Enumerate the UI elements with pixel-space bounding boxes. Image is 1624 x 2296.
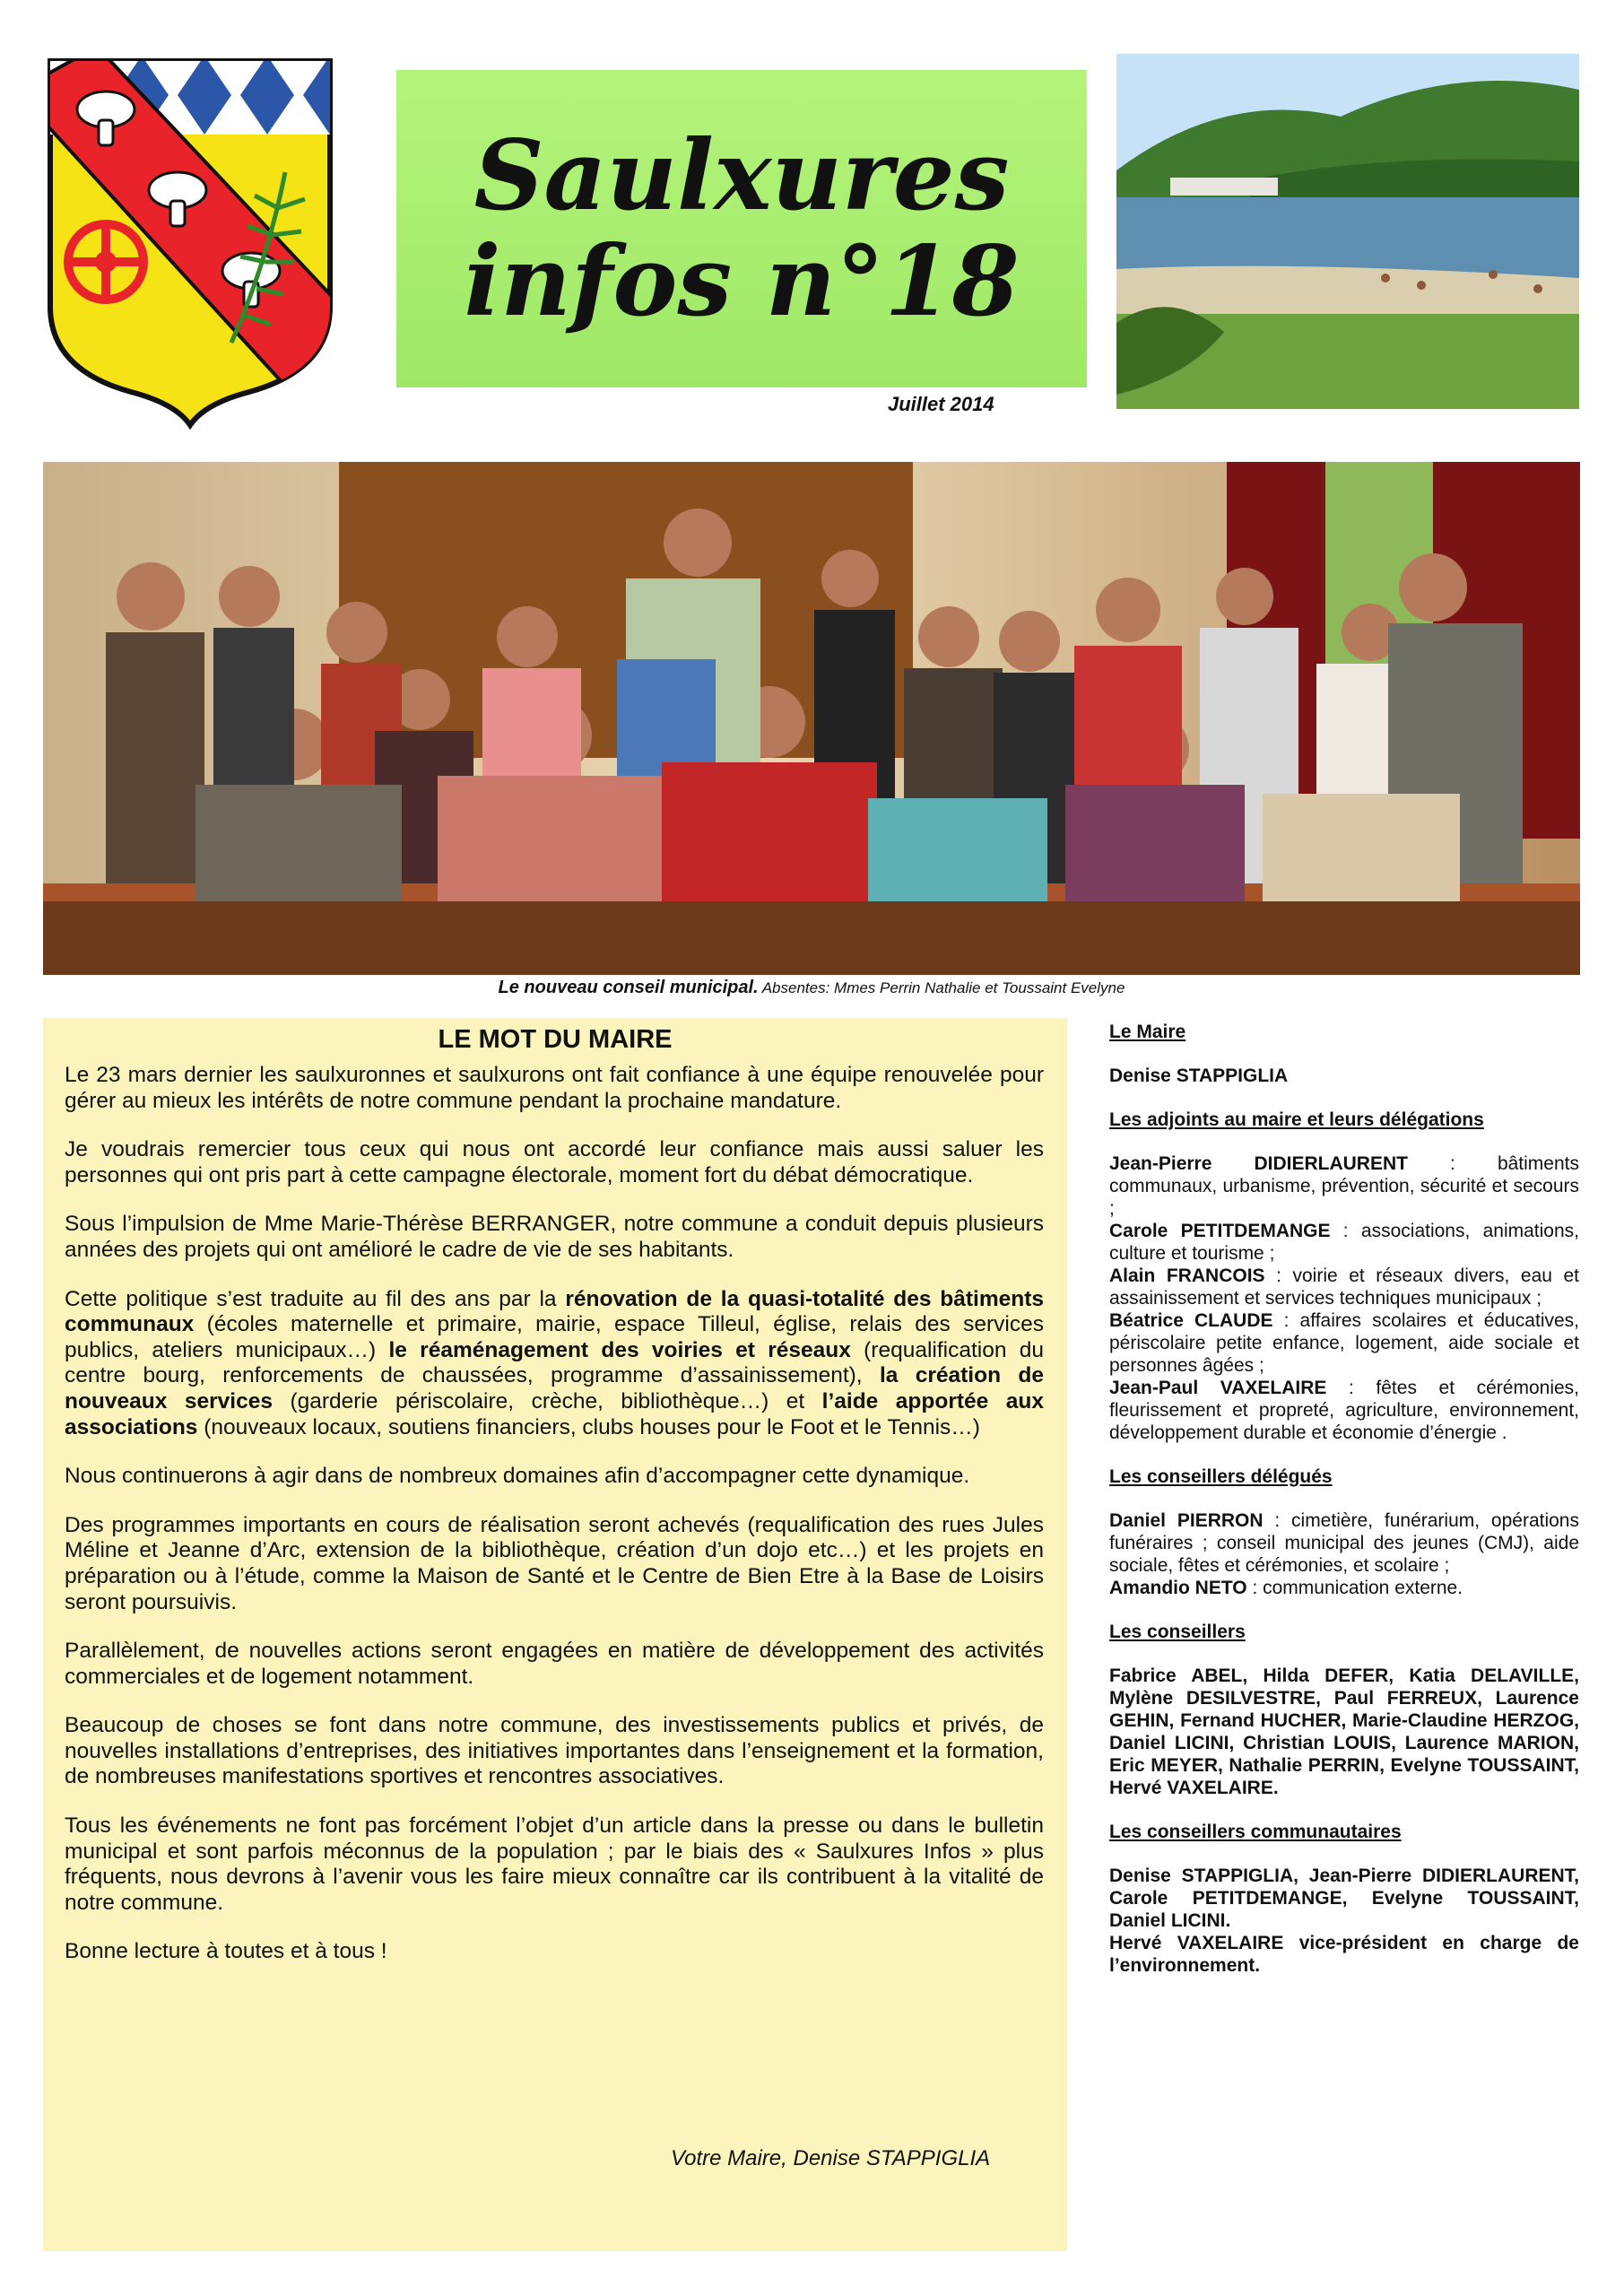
letter-paragraph: Je voudrais remercier tous ceux qui nous ont accordé leur confiance mais aussi saluer les personnes qui ont pris part à cette campagne électorale, moment fort du débat démocratique. — [65, 1137, 1044, 1187]
mayor-letter-body — [65, 1063, 1044, 1988]
adjoint-name: Jean-Pierre DIDIERLAURENT — [1109, 1153, 1408, 1174]
maire-name: Denise STAPPIGLIA — [1109, 1065, 1289, 1086]
title-line-2: infos n°18 — [464, 225, 1020, 338]
mayor-signature: Votre Maire, Denise STAPPIGLIA — [671, 2146, 991, 2170]
mayor-letter-box — [43, 1018, 1067, 2251]
adjoint-name: Carole PETITDEMANGE — [1109, 1221, 1331, 1241]
bold-run: rénovation de la quasi-totalité des bâtiments communaux — [65, 1286, 1044, 1337]
council-group-photo — [43, 462, 1580, 975]
lake-photo — [1116, 54, 1579, 409]
bold-run: l’aide apportée aux associations — [65, 1388, 1044, 1439]
adjoint-entry — [1109, 1377, 1579, 1444]
text-run: (garderie périscolaire, crèche, bibliothèque…) et — [272, 1388, 822, 1413]
vice-president-note: Hervé VAXELAIRE vice-président en charge de l’environnement. — [1109, 1933, 1579, 1976]
text-run: Cette politique s’est traduite au fil des ans par la — [65, 1286, 566, 1311]
communautaires-list: Denise STAPPIGLIA, Jean-Pierre DIDIERLAURENT, Carole PETITDEMANGE, Evelyne TOUSSAINT, Daniel LICINI. — [1109, 1866, 1579, 1931]
adjoint-entry — [1109, 1152, 1579, 1220]
photo-caption-absentees: Absentes: Mmes Perrin Nathalie et Toussaint Evelyne — [758, 979, 1125, 996]
adjoint-duties: : affaires scolaires et éducatives, périscolaire petite enfance, logement, aide sociale et personnes âgées ; — [1109, 1310, 1579, 1376]
letter-paragraph: Bonne lecture à toutes et à tous ! — [65, 1939, 387, 1964]
letter-paragraph — [65, 1287, 1044, 1441]
newsletter-title-banner — [396, 70, 1087, 387]
delegue-duties: : communication externe. — [1246, 1578, 1463, 1598]
letter-paragraph: Beaucoup de choses se font dans notre commune, des investissements publics et privés, de nouvelles installations d’entreprises, des initiatives importantes dans l’enseignement et la formation, de nombreuses manifestations sportives et rencontres associatives. — [65, 1713, 1044, 1789]
delegue-entry — [1109, 1509, 1579, 1577]
text-run: (requalification du centre bourg, renforcements de chaussées, programme d’assainissement), — [65, 1337, 1044, 1388]
adjoint-entry — [1109, 1309, 1579, 1377]
adjoints-heading: Les adjoints au maire et leurs délégations — [1109, 1109, 1484, 1130]
delegue-duties: : cimetière, funérarium, opérations funéraires ; conseil municipal des jeunes (CMJ), aide sociale, fêtes et cérémonies, et scolaire ; — [1109, 1510, 1579, 1576]
letter-paragraph: Tous les événements ne font pas forcément l’objet d’un article dans la presse ou dans le bulletin municipal et sont parfois méconnus de la population ; par le biais des « Saulxures Infos » plus fréquents, nous devrons à l’avenir vous les faire mieux connaître car ils contribuent à la vitalité de notre commune. — [65, 1813, 1044, 1915]
maire-heading: Le Maire — [1109, 1022, 1186, 1042]
letter-paragraph: Sous l’impulsion de Mme Marie-Thérèse BERRANGER, notre commune a conduit depuis plusieurs années des projets qui ont amélioré le cadre de vie de ses habitants. — [65, 1212, 1044, 1262]
title-line-1: Saulxures — [473, 119, 1010, 232]
adjoint-name: Alain FRANCOIS — [1109, 1265, 1265, 1286]
conseillers-heading: Les conseillers — [1109, 1622, 1246, 1642]
delegues-heading: Les conseillers délégués — [1109, 1466, 1333, 1487]
adjoint-name: Jean-Paul VAXELAIRE — [1109, 1378, 1327, 1398]
delegue-name: Daniel PIERRON — [1109, 1510, 1264, 1531]
adjoint-name: Béatrice CLAUDE — [1109, 1310, 1273, 1331]
photo-caption-lead: Le nouveau conseil municipal. — [498, 978, 759, 997]
text-run: (écoles maternelle et primaire, mairie, espace Tilleul, église, relais des services publics, ateliers municipaux…) — [65, 1312, 1044, 1362]
letter-paragraph: Parallèlement, de nouvelles actions seront engagées en matière de développement des activités commerciales et de logement notamment. — [65, 1639, 1044, 1689]
text-run: (nouveaux locaux, soutiens financiers, clubs houses pour le Foot et le Tennis…) — [197, 1414, 980, 1439]
letter-paragraph: Nous continuerons à agir dans de nombreux domaines afin d’accompagner cette dynamique. — [65, 1464, 970, 1489]
coat-of-arms-icon — [43, 56, 337, 432]
communautaires-heading: Les conseillers communautaires — [1109, 1822, 1402, 1842]
adjoint-duties: : bâtiments communaux, urbanisme, prévention, sécurité et secours ; — [1109, 1153, 1579, 1219]
adjoint-duties: : voirie et réseaux divers, eau et assainissement et services techniques municipaux ; — [1109, 1265, 1579, 1309]
delegue-entry — [1109, 1577, 1579, 1599]
adjoint-entry — [1109, 1265, 1579, 1309]
adjoint-duties: : fêtes et cérémonies, fleurissement et propreté, agriculture, environnement, développement durable et économie d’énergie . — [1109, 1378, 1579, 1443]
letter-paragraph: Le 23 mars dernier les saulxuronnes et saulxurons ont fait confiance à une équipe renouvelée pour gérer au mieux les intérêts de notre commune pendant la prochaine mandature. — [65, 1063, 1044, 1113]
adjoint-entry — [1109, 1220, 1579, 1265]
adjoint-duties: : associations, animations, culture et tourisme ; — [1109, 1221, 1579, 1264]
bold-run: le réaménagement des voiries et réseaux — [388, 1337, 851, 1362]
council-members-column — [1109, 1021, 1579, 1977]
edition-date: Juillet 2014 — [888, 393, 994, 415]
bold-run: la création de nouveaux services — [65, 1363, 1044, 1413]
photo-caption — [43, 978, 1580, 998]
mayor-letter-title: LE MOT DU MAIRE — [438, 1025, 673, 1054]
delegue-name: Amandio NETO — [1109, 1578, 1247, 1598]
conseillers-list: Fabrice ABEL, Hilda DEFER, Katia DELAVILLE, Mylène DESILVESTRE, Paul FERREUX, Laurence GEHIN, Fernand HUCHER, Marie-Claudine HERZOG, Daniel LICINI, Christian LOUIS, Laurence MARION, Eric MEYER, Nathalie PERRIN, Evelyne TOUSSAINT, Hervé VAXELAIRE. — [1109, 1665, 1579, 1798]
letter-paragraph: Des programmes importants en cours de réalisation seront achevés (requalification des rues Jules Méline et Jeanne d’Arc, extension de la bibliothèque, création d’un dojo etc…) et les projets en préparation ou à l’étude, comme la Maison de Santé et le Centre de Bien Etre à la Base de Loisirs seront poursuivis. — [65, 1512, 1044, 1614]
